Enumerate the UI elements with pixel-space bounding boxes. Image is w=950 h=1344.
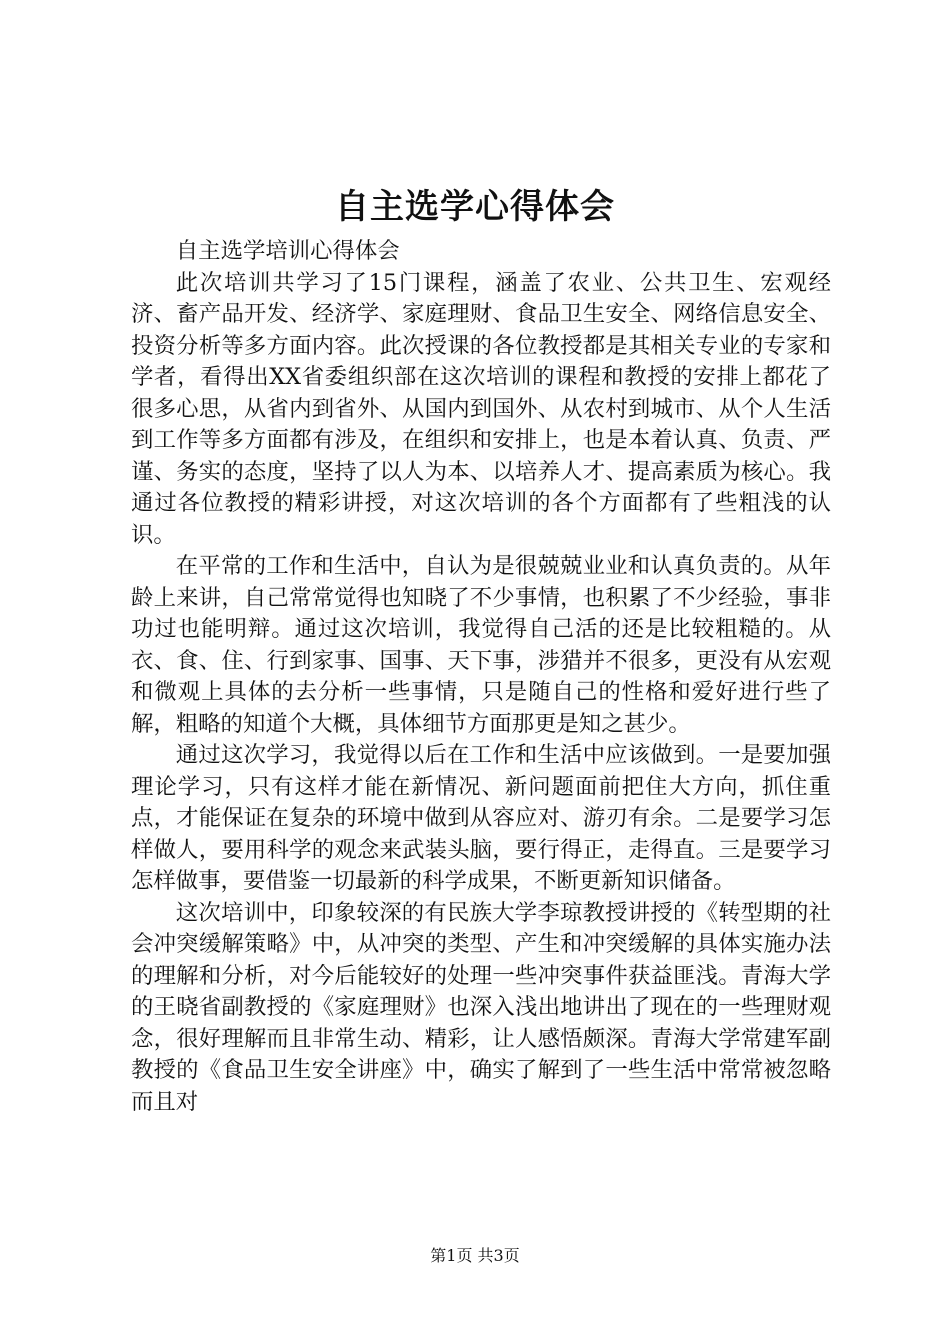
document-title: 自主选学心得体会: [335, 187, 615, 227]
body-paragraph: 通过这次学习，我觉得以后在工作和生活中应该做到。一是要加强理论学习，只有这样才能在新情况、新问题面前把住大方向，抓住重点，才能保证在复杂的环境中做到从容应对、游刃有余。二是要学习怎样做人，要用科学的观念来武装头脑，要行得正，走得直。三是要学习怎样做事，要借鉴一切最新的科学成果，不断更新知识储备。: [131, 742, 831, 894]
subtitle-paragraph: 自主选学培训心得体会: [175, 238, 400, 264]
body-paragraph: 在平常的工作和生活中，自认为是很兢兢业业和认真负责的。从年龄上来讲，自己常常觉得也知晓了不少事情，也积累了不少经验，事非功过也能明辩。通过这次培训，我觉得自己活的还是比较粗糙的。从衣、食、住、行到家事、国事、天下事，涉猎并不很多，更没有从宏观和微观上具体的去分析一些事情，只是随自己的性格和爱好进行些了解，粗略的知道个大概，具体细节方面那更是知之甚少。: [131, 553, 831, 737]
document-body: [131, 236, 831, 1118]
body-paragraph: 这次培训中，印象较深的有民族大学李琼教授讲授的《转型期的社会冲突缓解策略》中，从冲突的类型、产生和冲突缓解的具体实施办法的理解和分析，对今后能较好的处理一些冲突事件获益匪浅。青海大学的王晓省副教授的《家庭理财》也深入浅出地讲出了现在的一些理财观念，很好理解而且非常生动、精彩，让人感悟颇深。青海大学常建军副教授的《食品卫生安全讲座》中，确实了解到了一些生活中常常被忽略而且对: [131, 899, 831, 1115]
page-number-footer: 第1页 共3页: [430, 1246, 520, 1265]
body-paragraph: 此次培训共学习了15门课程，涵盖了农业、公共卫生、宏观经济、畜产品开发、经济学、家庭理财、食品卫生安全、网络信息安全、投资分析等多方面内容。此次授课的各位教授都是其相关专业的专家和学者，看得出XX省委组织部在这次培训的课程和教授的安排上都花了很多心思，从省内到省外、从国内到国外、从农村到城市、从个人生活到工作等多方面都有涉及，在组织和安排上，也是本着认真、负责、严谨、务实的态度，坚持了以人为本、以培养人才、提高素质为核心。我通过各位教授的精彩讲授，对这次培训的各个方面都有了些粗浅的认识。: [131, 269, 831, 548]
